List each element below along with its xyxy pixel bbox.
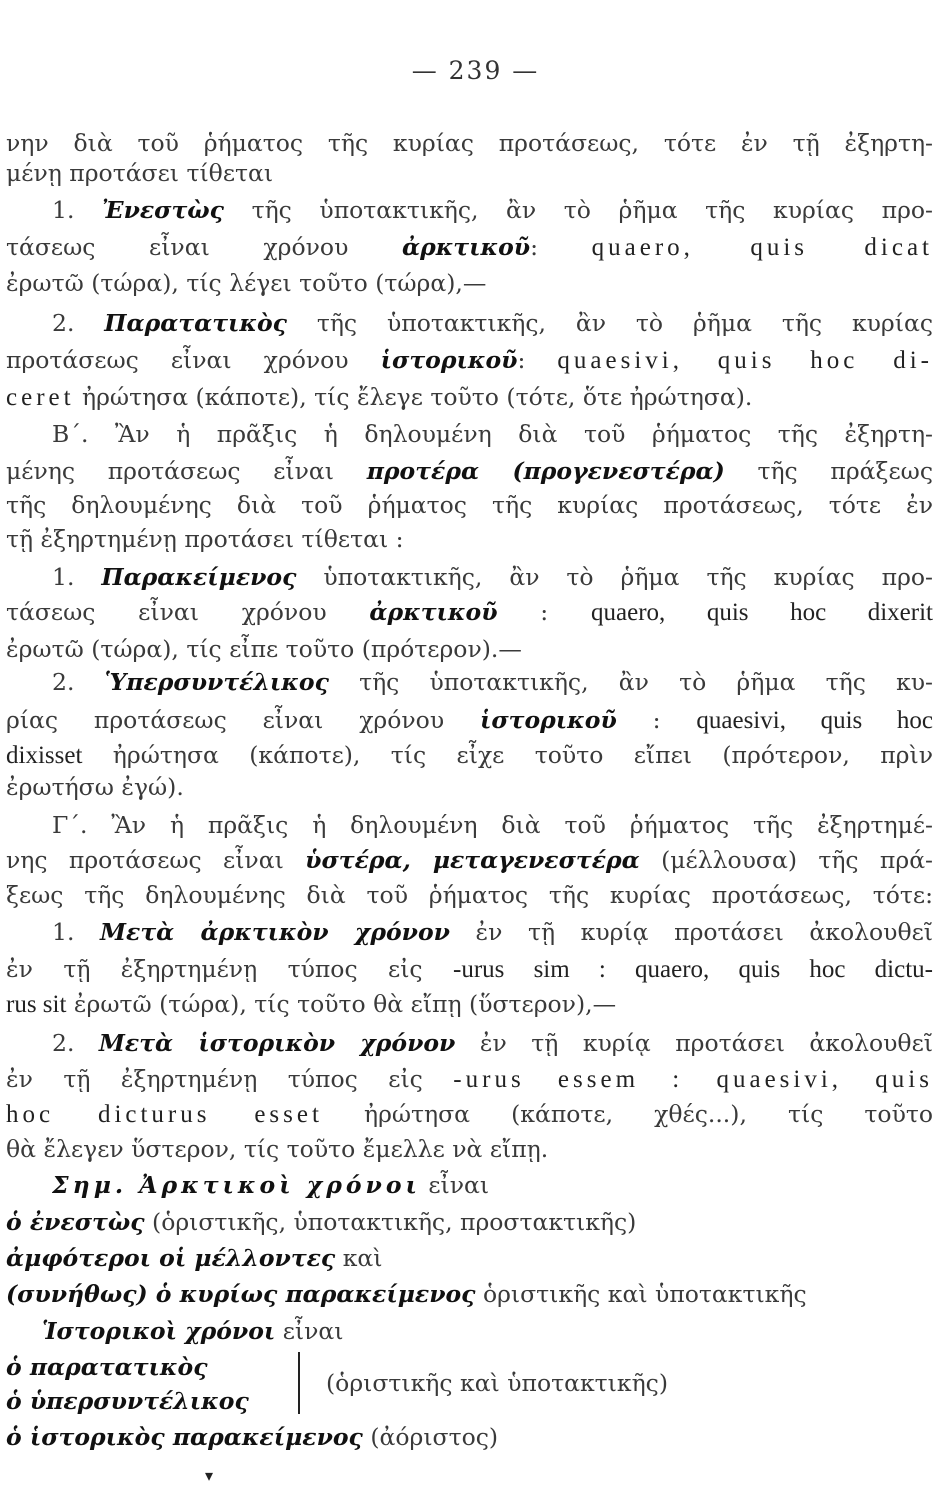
term: ἱστορικοῦ — [479, 706, 617, 734]
term: Ἱστορικοὶ χρόνοι — [42, 1317, 276, 1345]
text-run: 1. — [52, 563, 102, 591]
text-run: (ἀόριστος) — [362, 1423, 499, 1451]
latin-example: quaesivi, quis hoc — [696, 707, 933, 734]
text-run: ἐν τῇ ἐξηρτημένῃ τύπος εἰς — [6, 955, 453, 983]
text-run: 1. — [52, 918, 101, 946]
text-line — [6, 490, 933, 520]
term: Παρακείμενος — [101, 563, 297, 591]
text-line — [52, 562, 933, 592]
text-run: τῆς δηλουμένης διὰ τοῦ ῥήματος τῆς κυρίας προτάσεως, τότε ἐν — [6, 491, 933, 519]
latin-example: hoc dicturus esset — [6, 1101, 323, 1128]
page-number: — 239 — — [411, 56, 540, 85]
term: ὁ ὑπερσυντέλικος — [6, 1387, 249, 1415]
text-line — [6, 158, 933, 188]
latin-example: ceret — [6, 384, 75, 411]
text-run: : — [517, 346, 558, 374]
text-line — [6, 989, 933, 1020]
term: ἀμφότεροι οἱ μέλλοντες — [6, 1244, 336, 1272]
text-line — [6, 1422, 933, 1452]
text-run: τῆς πράξεως — [724, 457, 933, 485]
text-line — [6, 1386, 249, 1416]
text-run: (ὁριστικῆς, ὑποτακτικῆς, προστακτικῆς) — [144, 1208, 637, 1236]
term: ἀρκτικοῦ — [401, 233, 531, 261]
text-run: (μέλλουσα) τῆς πρά- — [639, 846, 933, 874]
term: ὁ ἱστορικὸς παρακείμενος — [6, 1423, 363, 1451]
text-run: (ὁριστικῆς καὶ ὑποτακτικῆς) — [326, 1369, 668, 1397]
text-line — [326, 1368, 668, 1398]
text-line — [6, 845, 933, 875]
text-run: μένῃ προτάσει τίθεται — [6, 159, 274, 187]
text-line — [6, 705, 933, 736]
text-line — [52, 308, 933, 338]
text-run: ἐν τῇ κυρίᾳ προτάσει ἀκολουθεῖ — [455, 1029, 933, 1057]
term: ὁ ἐνεστὼς — [6, 1208, 145, 1236]
text-line — [6, 1279, 933, 1309]
text-run: ἐρωτῶ (τώρα), τίς εἶπε τοῦτο (πρότερον).— — [6, 635, 522, 663]
text-run: τῆς ὑποτακτικῆς, ἂν τὸ ῥῆμα τῆς κυ- — [328, 668, 933, 696]
text-line — [6, 524, 933, 554]
latin-example: -urus essem : quaesivi, quis — [453, 1066, 933, 1093]
term: Ἐνεστὼς — [102, 196, 224, 224]
term: ἀρκτικοῦ — [369, 598, 498, 626]
text-line — [6, 1064, 933, 1095]
text-line — [52, 667, 933, 697]
text-line — [6, 954, 933, 985]
text-run: ἐρωτήσω ἐγώ). — [6, 773, 184, 801]
text-run: νην διὰ τοῦ ῥήματος τῆς κυρίας προτάσεως, τότε ἐν τῇ ἐξηρτη- — [6, 129, 933, 157]
text-line — [6, 1207, 933, 1237]
text-line — [42, 1316, 933, 1346]
text-run: καὶ — [335, 1244, 383, 1272]
text-line — [52, 1170, 933, 1200]
text-line — [6, 128, 933, 158]
text-run: ἐρωτῶ (τώρα), τίς λέγει τοῦτο (τώρα),— — [6, 269, 487, 297]
text-line — [6, 1134, 933, 1164]
text-line — [6, 1099, 933, 1130]
text-line — [6, 268, 933, 298]
text-run: ξεως τῆς δηλουμένης διὰ τοῦ ῥήματος τῆς κυρίας προτάσεως, τότε: — [6, 881, 933, 909]
text-line — [6, 456, 933, 486]
text-line — [6, 1243, 933, 1273]
latin-example: -urus sim : quaero, quis hoc dictu- — [453, 956, 933, 983]
text-run: τῆς ὑποτακτικῆς, ἂν τὸ ῥῆμα τῆς κυρίας — [286, 309, 933, 337]
text-run: τῆς ὑποτακτικῆς, ἂν τὸ ῥῆμα τῆς κυρίας προ- — [224, 196, 933, 224]
text-run: ἠρώτησα (κάποτε, χθές...), τίς τοῦτο — [322, 1100, 933, 1128]
latin-example: quaero, quis dicat — [591, 234, 933, 261]
text-line — [6, 634, 933, 664]
text-line — [6, 772, 933, 802]
text-line — [6, 740, 933, 771]
text-run: εἶναι — [420, 1171, 490, 1199]
text-line — [52, 917, 933, 947]
text-run: ρίας προτάσεως εἶναι χρόνου — [6, 706, 480, 734]
text-run: θὰ ἔλεγεν ὕστερον, τίς τοῦτο ἔμελλε νὰ εἴπῃ. — [6, 1135, 549, 1163]
text-run: ἠρώτησα (κάποτε), τίς εἶχε τοῦτο εἴπει (πρότερον, πρὶν — [82, 741, 933, 769]
text-run: τάσεως εἶναι χρόνου — [6, 598, 370, 626]
text-run: 2. — [52, 309, 105, 337]
text-run: νης προτάσεως εἶναι — [6, 846, 306, 874]
text-line — [52, 419, 933, 449]
text-line — [52, 195, 933, 225]
brace-icon — [288, 1352, 300, 1414]
latin-example: dixisset — [6, 742, 83, 769]
term: Σημ. Ἀρκτικοὶ χρόνοι — [52, 1171, 421, 1199]
text-run: ὁριστικῆς καὶ ὑποτακτικῆς — [475, 1280, 807, 1308]
term: Παρατατικὸς — [104, 309, 287, 337]
text-run: : — [616, 706, 697, 734]
latin-example: quaesivi, quis hoc di- — [557, 347, 933, 374]
text-run: : — [530, 233, 592, 261]
text-run: τάσεως εἶναι χρόνου — [6, 233, 402, 261]
text-run: 2. — [52, 1029, 99, 1057]
text-run: ἐν τῇ κυρίᾳ προτάσει ἀκολουθεῖ — [449, 918, 933, 946]
text-run: 1. — [52, 196, 103, 224]
term: προτέρα (προγενεστέρα) — [366, 457, 725, 485]
text-run: 2. — [52, 668, 105, 696]
ink-mark-icon: ▾ — [205, 1466, 214, 1485]
text-run: ὑποτακτικῆς, ἂν τὸ ῥῆμα τῆς κυρίας προ- — [296, 563, 933, 591]
text-line — [6, 597, 933, 628]
latin-example: rus sit — [6, 991, 67, 1018]
term: Ὑπερσυντέλικος — [104, 668, 329, 696]
text-run: Β΄. Ἂν ἡ πρᾶξις ἡ δηλουμένη διὰ τοῦ ῥήματος τῆς ἐξηρτη- — [52, 420, 933, 448]
term: ὑστέρα, μεταγενεστέρα — [305, 846, 640, 874]
text-run: Γ΄. Ἂν ἡ πρᾶξις ἡ δηλουμένη διὰ τοῦ ῥήματος τῆς ἐξηρτημέ- — [52, 811, 933, 839]
text-line — [52, 1028, 933, 1058]
text-run: : — [497, 598, 592, 626]
text-line — [6, 880, 933, 910]
text-line — [6, 345, 933, 376]
text-line — [6, 382, 933, 413]
text-line — [6, 232, 933, 263]
latin-example: quaero, quis hoc dixerit — [591, 599, 933, 626]
term: Μετὰ ἀρκτικὸν χρόνον — [100, 918, 450, 946]
term: ἱστορικοῦ — [380, 346, 518, 374]
text-run: εἶναι — [275, 1317, 344, 1345]
text-run: τῇ ἐξηρτημένῃ προτάσει τίθεται : — [6, 525, 404, 553]
text-run: ἐν τῇ ἐξηρτημένῃ τύπος εἰς — [6, 1065, 454, 1093]
text-run: προτάσεως εἶναι χρόνου — [6, 346, 381, 374]
term: (συνήθως) ὁ κυρίως παρακείμενος — [6, 1280, 476, 1308]
text-line — [52, 810, 933, 840]
text-run: ἐρωτῶ (τώρα), τίς τοῦτο θὰ εἴπῃ (ὕστερον),— — [66, 990, 617, 1018]
text-run: ἠρώτησα (κάποτε), τίς ἔλεγε τοῦτο (τότε, ὅτε ἠρώτησα). — [74, 383, 753, 411]
term: Μετὰ ἱστορικὸν χρόνον — [98, 1029, 456, 1057]
text-run: μένης προτάσεως εἶναι — [6, 457, 367, 485]
text-line — [6, 1352, 208, 1382]
term: ὁ παρατατικὸς — [6, 1353, 208, 1381]
